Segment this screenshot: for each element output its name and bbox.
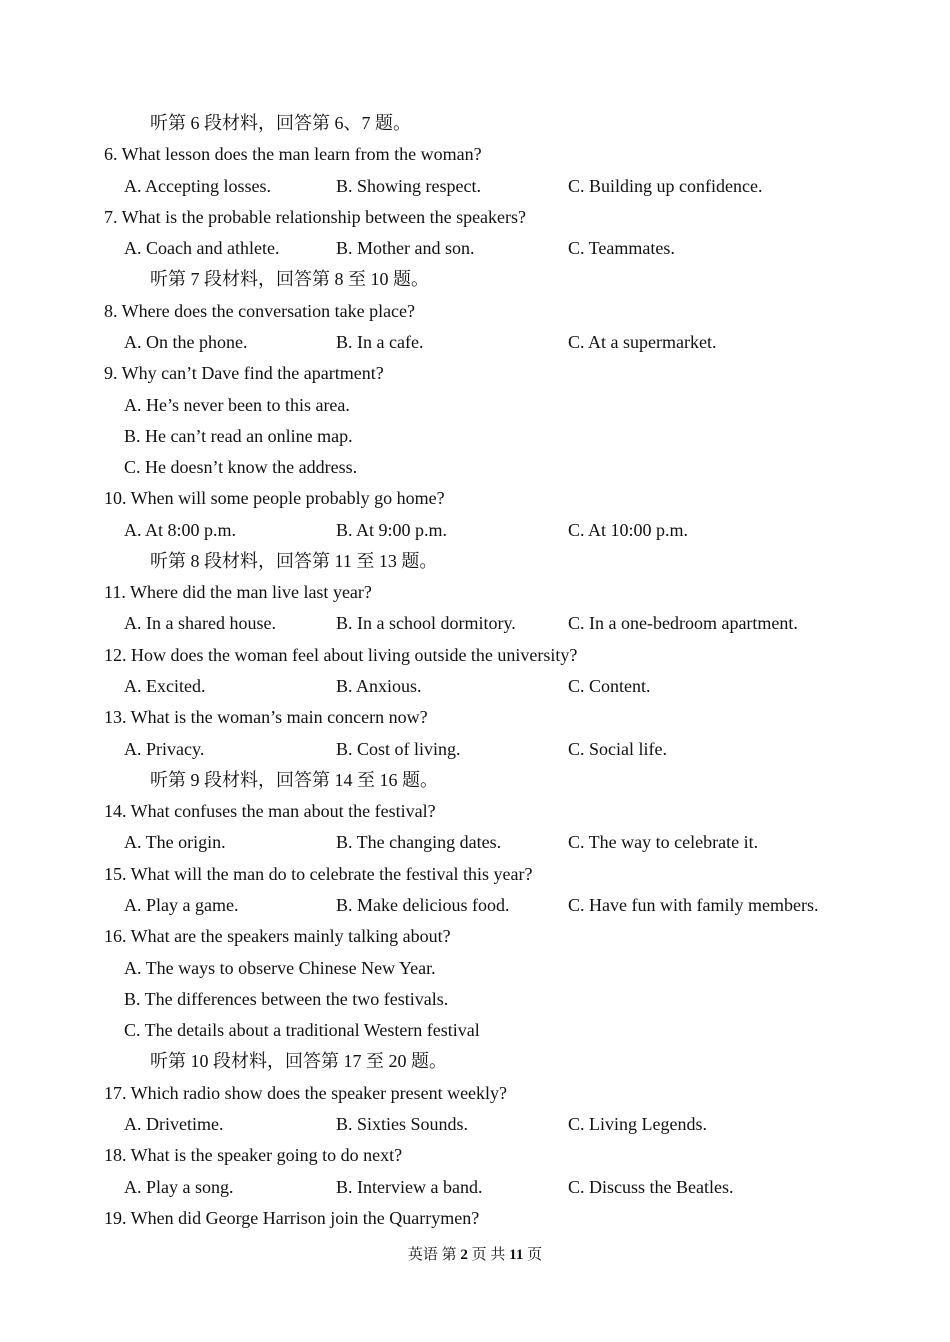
answer-option: C. At 10:00 p.m. [568,519,689,540]
question-text: 16. What are the speakers mainly talking about? [104,926,451,947]
footer-gong: 共 [490,1247,506,1263]
answer-option: C. At a supermarket. [568,331,717,352]
question-text: 12. How does the woman feel about living outside the university? [104,644,578,665]
answer-options-row [0,671,950,702]
answer-options-row [0,327,950,358]
answer-option: A. Coach and athlete. [124,238,280,259]
answer-option: C. The details about a traditional Western festival [124,1020,480,1041]
answer-option: C. Teammates. [568,238,675,259]
answer-option: A. Privacy. [124,738,205,759]
answer-option: A. On the phone. [124,331,248,352]
answer-options-row [0,233,950,264]
section-heading: 听第 7 段材料，回答第 8 至 10 题。 [150,269,429,290]
question-text: 6. What lesson does the man learn from the woman? [104,144,482,165]
answer-option: B. Sixties Sounds. [336,1113,469,1134]
answer-option: A. The origin. [124,832,226,853]
answer-option: B. He can’t read an online map. [124,425,353,446]
page-footer [0,1244,950,1266]
answer-option: B. At 9:00 p.m. [336,519,448,540]
answer-options-row [0,734,950,765]
answer-options-row [0,827,950,858]
answer-options-row [0,171,950,202]
question-text: 19. When did George Harrison join the Quarrymen? [104,1207,480,1228]
answer-option: B. In a school dormitory. [336,613,516,634]
answer-options-row [0,1172,950,1203]
answer-option: A. Drivetime. [124,1113,224,1134]
answer-options-row [0,515,950,546]
answer-option: C. Living Legends. [568,1113,707,1134]
section-heading: 听第 8 段材料，回答第 11 至 13 题。 [150,550,438,571]
answer-option: B. Showing respect. [336,175,481,196]
question-text: 10. When will some people probably go home? [104,488,445,509]
answer-option: B. Cost of living. [336,738,461,759]
answer-option: B. Make delicious food. [336,895,510,915]
footer-di: 第 [441,1247,457,1263]
footer-total-pages: 11 [509,1247,524,1263]
section-heading: 听第 6 段材料，回答第 6、7 题。 [150,113,411,133]
answer-option: B. Mother and son. [336,238,475,259]
question-text: 9. Why can’t Dave find the apartment? [104,363,384,384]
answer-option: A. In a shared house. [124,613,276,634]
answer-option: C. Discuss the Beatles. [568,1176,734,1197]
question-text: 13. What is the woman’s main concern now? [104,707,428,728]
answer-option: C. The way to celebrate it. [568,832,759,853]
answer-option: A. The ways to observe Chinese New Year. [124,957,436,978]
question-text: 8. Where does the conversation take place? [104,300,416,321]
footer-ye: 页 [471,1247,487,1263]
footer-ye-end: 页 [527,1247,543,1263]
question-text: 11. Where did the man live last year? [104,582,372,603]
answer-option: B. In a cafe. [336,331,424,352]
answer-options-row [0,1109,950,1140]
question-text: 17. Which radio show does the speaker present weekly? [104,1082,508,1103]
question-text: 18. What is the speaker going to do next? [104,1145,403,1166]
footer-subject: 英语 [407,1247,438,1263]
answer-option: C. In a one-bedroom apartment. [568,613,798,634]
answer-option: A. At 8:00 p.m. [124,519,237,540]
question-text: 15. What will the man do to celebrate the festival this year? [104,863,533,884]
answer-options-row [0,608,950,639]
question-text: 14. What confuses the man about the festival? [104,801,436,822]
footer-page-number: 2 [460,1247,468,1263]
answer-option: B. The differences between the two festivals. [124,988,449,1009]
answer-option: C. Building up confidence. [568,175,763,196]
answer-options-row [0,890,950,921]
question-text: 7. What is the probable relationship between the speakers? [104,206,527,227]
answer-option: B. Interview a band. [336,1176,483,1197]
answer-option: B. The changing dates. [336,832,502,853]
answer-option: C. Social life. [568,738,667,759]
answer-option: C. He doesn’t know the address. [124,457,358,478]
section-heading: 听第 9 段材料，回答第 14 至 16 题。 [150,769,438,790]
answer-option: A. Excited. [124,676,206,697]
section-heading: 听第 10 段材料，回答第 17 至 20 题。 [150,1051,447,1072]
answer-option: C. Content. [568,676,651,697]
answer-option: B. Anxious. [336,676,422,697]
answer-option: C. Have fun with family members. [568,895,819,915]
answer-option: A. Play a game. [124,895,239,915]
answer-option: A. He’s never been to this area. [124,394,350,415]
answer-option: A. Play a song. [124,1176,234,1197]
answer-option: A. Accepting losses. [124,175,271,196]
